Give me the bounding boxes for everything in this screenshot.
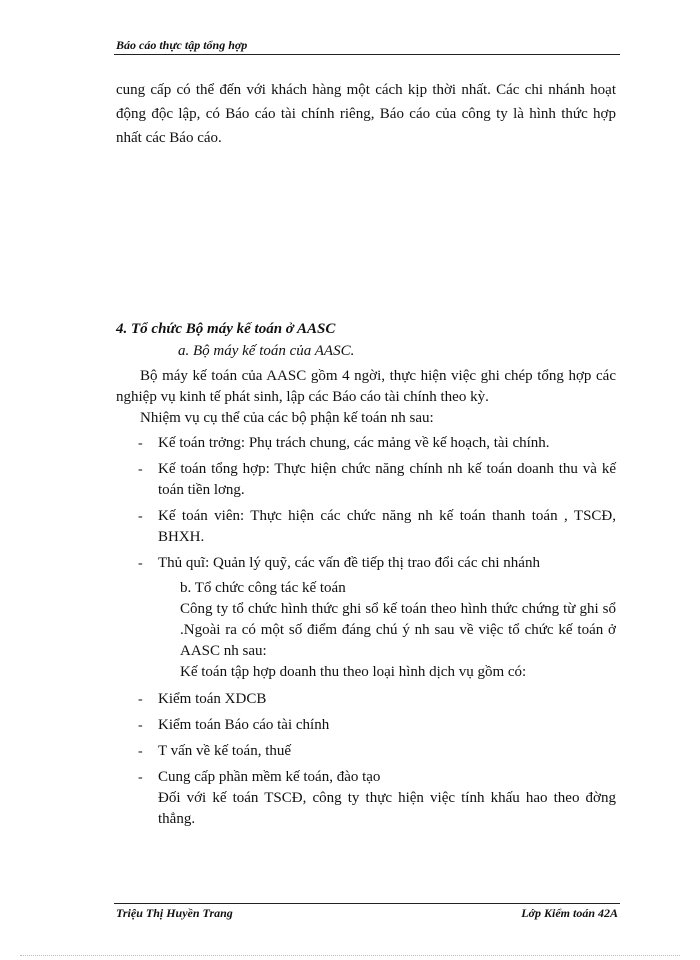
- section-paragraph-2: Nhiệm vụ cụ thể của các bộ phận kế toán nh sau:: [140, 410, 434, 426]
- list-item: - Kiểm toán XDCB: [116, 689, 616, 710]
- subsection-b-paragraph-1: Công ty tổ chức hình thức ghi sổ kế toán theo hình thức chứng từ ghi sổ .Ngoài ra có một số điểm đáng chú ý nh sau về việc tổ chức kế toán ở AASC nh sau:: [180, 601, 616, 659]
- section-heading: 4. Tổ chức Bộ máy kế toán ở AASC: [116, 321, 336, 337]
- footer-author: Triệu Thị Huyền Trang: [116, 906, 233, 920]
- footer-rule: [114, 903, 620, 904]
- bullet-dash-icon: -: [138, 718, 143, 733]
- bullet-dash-icon: -: [138, 744, 143, 759]
- subsection-b: [180, 578, 616, 683]
- bullet-dash-icon: -: [138, 436, 143, 451]
- duties-list: [116, 433, 616, 579]
- bullet-dash-icon: -: [138, 692, 143, 707]
- subsection-a-heading: a. Bộ máy kế toán của AASC.: [178, 343, 355, 359]
- list-item: - T vấn về kế toán, thuế: [116, 741, 616, 762]
- section-paragraph-1: Bộ máy kế toán của AASC gồm 4 ngời, thực hiện việc ghi chép tổng hợp các nghiệp vụ kinh tế phát sinh, lập các Báo cáo tài chính theo kỳ.: [116, 368, 616, 405]
- bullet-dash-icon: -: [138, 770, 143, 785]
- list-item: - Kế toán trởng: Phụ trách chung, các mảng về kế hoạch, tài chính.: [116, 433, 616, 454]
- header-title: Báo cáo thực tập tổng hợp: [116, 38, 248, 52]
- list-item: - Kế toán viên: Thực hiện các chức năng nh kế toán thanh toán , TSCĐ, BHXH.: [138, 508, 616, 545]
- header-rule: [114, 54, 620, 55]
- footer-class: Lớp Kiểm toán 42A: [521, 906, 618, 920]
- list-item: - Cung cấp phần mềm kế toán, đào tạo: [116, 767, 616, 788]
- subsection-b-paragraph-2: Kế toán tập hợp doanh thu theo loại hình dịch vụ gồm có:: [180, 664, 527, 680]
- list-item: - Kế toán tổng hợp: Thực hiện chức năng chính nh kế toán doanh thu và kế toán tiền lơng.: [138, 461, 616, 498]
- section-paragraphs: [116, 366, 616, 429]
- intro-paragraph: cung cấp có thể đến với khách hàng một cách kịp thời nhất. Các chi nhánh hoạt động độc lập, có Báo cáo tài chính riêng, Báo cáo của công ty là hình thức hợp nhất các Báo cáo.: [116, 82, 616, 146]
- list-item: - Kiểm toán Báo cáo tài chính: [116, 715, 616, 736]
- services-list: [116, 689, 616, 793]
- bullet-dash-icon: -: [138, 462, 143, 477]
- subsection-b-heading: b. Tổ chức công tác kế toán: [180, 580, 346, 596]
- list-item: - Thủ quĩ: Quản lý quỹ, các vấn đề tiếp thị trao đổi các chi nhánh: [116, 553, 616, 574]
- closing-paragraph: Đối với kế toán TSCĐ, công ty thực hiện việc tính khấu hao theo đờng thẳng.: [158, 790, 616, 827]
- bullet-dash-icon: -: [138, 509, 143, 524]
- page-bottom-edge: [20, 955, 680, 956]
- bullet-dash-icon: -: [138, 556, 143, 571]
